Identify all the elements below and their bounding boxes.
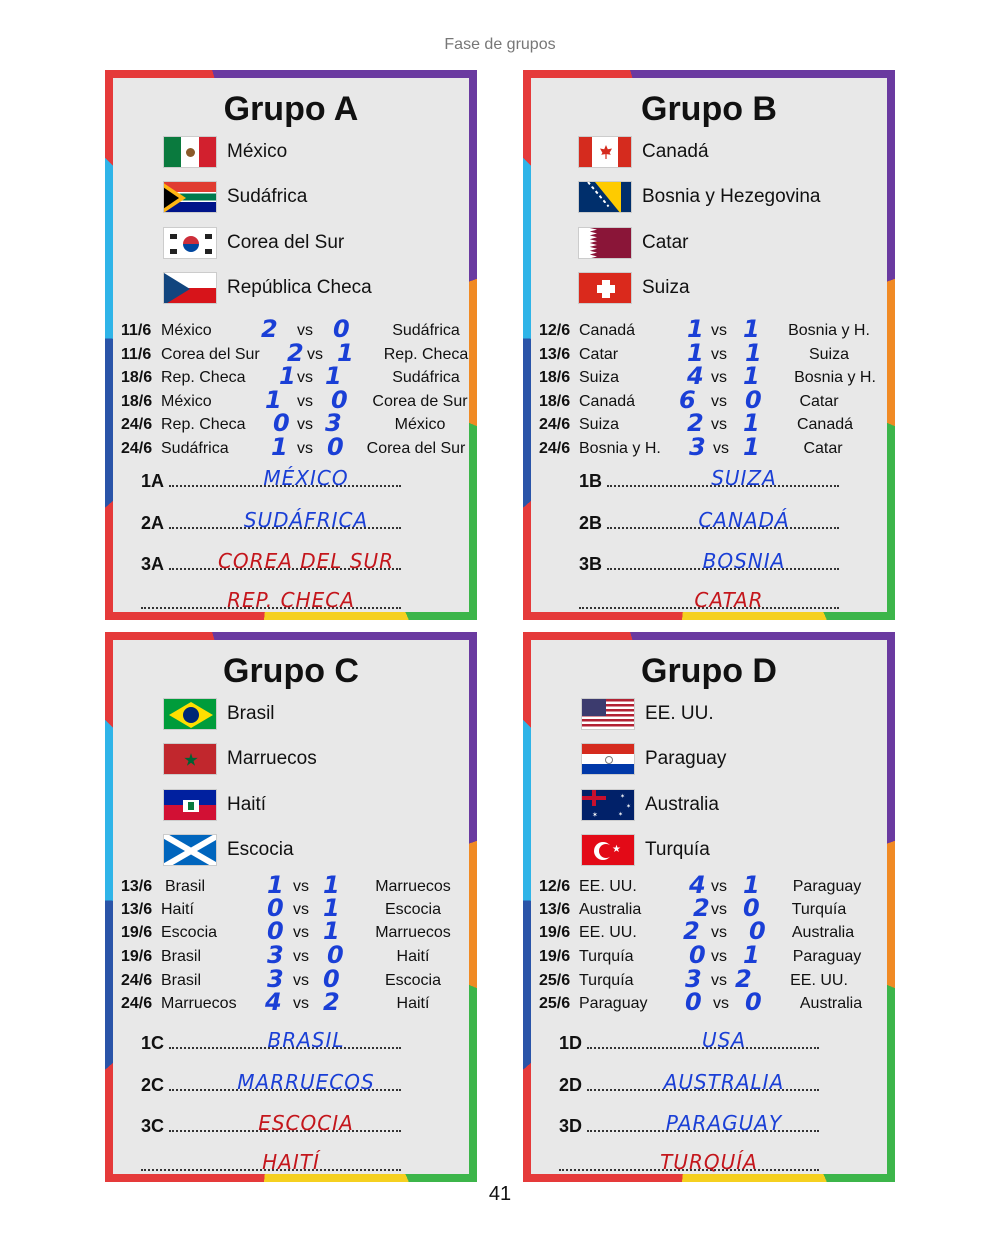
- home-team: Escocia: [161, 924, 218, 941]
- away-score: 1: [743, 362, 760, 390]
- team-row: [581, 696, 714, 732]
- match-row: [539, 941, 889, 971]
- paraguay-flag-icon: [581, 743, 635, 775]
- vs-label: vs: [711, 901, 727, 918]
- team-row: [163, 696, 275, 732]
- away-score: 0: [323, 965, 340, 993]
- team-name: EE. UU.: [645, 703, 714, 724]
- home-score: 0: [267, 894, 284, 922]
- team-row: [578, 225, 688, 261]
- match-row: [121, 965, 471, 995]
- away-team: México: [394, 416, 446, 433]
- group-title: Grupo B: [641, 90, 777, 128]
- away-team: Catar: [803, 440, 843, 457]
- team-row: [578, 179, 821, 215]
- mexico-flag-icon: [163, 136, 217, 168]
- away-score: 0: [327, 433, 344, 461]
- australia-flag-icon: ✶ ✶ ✶ ✶: [581, 789, 635, 821]
- vs-label: vs: [711, 393, 727, 410]
- away-team: Corea del Sur: [366, 440, 466, 457]
- home-team: Paraguay: [579, 995, 648, 1012]
- match-date: 19/6: [539, 924, 571, 941]
- home-score: 4: [689, 871, 706, 899]
- standing-value: SUDÁFRICA: [243, 508, 369, 532]
- home-score: 0: [689, 941, 706, 969]
- standing-value: ESCOCIA: [258, 1111, 354, 1135]
- match-date: 24/6: [121, 440, 153, 457]
- away-score: 0: [327, 941, 344, 969]
- home-score: 0: [267, 917, 284, 945]
- standing-label: 3A: [141, 554, 165, 574]
- home-score: 0: [685, 988, 702, 1016]
- standing-value: CANADÁ: [698, 508, 790, 532]
- home-score: 2: [287, 339, 304, 367]
- match-date: 25/6: [539, 995, 571, 1012]
- standing-row: [141, 584, 401, 614]
- away-team: Suiza: [808, 346, 850, 363]
- match-row: [539, 988, 889, 1018]
- vs-label: vs: [293, 972, 309, 989]
- home-team: Rep. Checa: [161, 369, 246, 386]
- home-score: 2: [687, 409, 704, 437]
- standing-row: [579, 504, 839, 534]
- standing-value: COREA DEL SUR: [217, 549, 395, 573]
- away-score: 0: [745, 386, 762, 414]
- home-team: Sudáfrica: [161, 440, 229, 457]
- away-team: Sudáfrica: [392, 369, 460, 386]
- vs-label: vs: [293, 948, 309, 965]
- team-row: [578, 270, 690, 306]
- standing-label: 1B: [579, 471, 603, 491]
- away-team: Turquía: [791, 901, 847, 918]
- team-row: [578, 134, 709, 170]
- match-date: 24/6: [121, 416, 153, 433]
- away-score: 1: [743, 315, 760, 343]
- match-row: [121, 433, 471, 463]
- standing-label: 1C: [141, 1033, 165, 1053]
- match-date: 13/6: [121, 878, 153, 895]
- vs-label: vs: [711, 416, 727, 433]
- standing-label: 3B: [579, 554, 603, 574]
- czech-republic-flag-icon: [163, 272, 217, 304]
- home-score: 1: [687, 315, 704, 343]
- away-team: Escocia: [384, 901, 442, 918]
- home-score: 0: [273, 409, 290, 437]
- standing-row: [141, 462, 401, 492]
- home-team: México: [161, 393, 212, 410]
- match-row: [539, 409, 889, 439]
- scotland-flag-icon: [163, 834, 217, 866]
- standing-value: TURQUÍA: [660, 1150, 758, 1174]
- home-score: 2: [693, 894, 710, 922]
- vs-label: vs: [711, 948, 727, 965]
- match-row: [121, 988, 471, 1018]
- team-name: República Checa: [227, 277, 372, 298]
- team-name: Suiza: [642, 277, 690, 298]
- team-name: Canadá: [642, 141, 709, 162]
- match-date: 24/6: [121, 972, 153, 989]
- away-score: 0: [333, 315, 350, 343]
- home-score: 4: [687, 362, 704, 390]
- home-score: 1: [279, 362, 296, 390]
- match-date: 12/6: [539, 322, 571, 339]
- team-name: Sudáfrica: [227, 186, 308, 207]
- away-team: Corea de Sur: [372, 393, 468, 410]
- standing-value: MARRUECOS: [237, 1070, 375, 1094]
- vs-label: vs: [293, 901, 309, 918]
- standing-row: [141, 1107, 401, 1137]
- match-row: [121, 917, 471, 947]
- match-row: [121, 386, 471, 416]
- team-row: [163, 179, 307, 215]
- switzerland-flag-icon: [578, 272, 632, 304]
- match-date: 18/6: [539, 369, 571, 386]
- match-row: [539, 871, 889, 901]
- standing-row: [579, 584, 839, 614]
- team-name: Turquía: [645, 839, 710, 860]
- away-team: Paraguay: [792, 878, 862, 895]
- away-score: 0: [749, 917, 766, 945]
- standing-value: CATAR: [694, 588, 764, 612]
- match-row: [121, 409, 471, 439]
- standing-row: [559, 1066, 819, 1096]
- vs-label: vs: [293, 878, 309, 895]
- team-row: [163, 225, 344, 261]
- away-team: Escocia: [384, 972, 442, 989]
- standing-label: 2B: [579, 513, 603, 533]
- match-date: 25/6: [539, 972, 571, 989]
- standing-label: 2A: [141, 513, 165, 533]
- home-team: México: [161, 322, 212, 339]
- team-row: [163, 787, 266, 823]
- match-date: 12/6: [539, 878, 571, 895]
- group-card-a: [105, 70, 477, 620]
- team-row: [163, 270, 372, 306]
- home-team: Canadá: [579, 322, 636, 339]
- south-africa-flag-icon: [163, 181, 217, 213]
- standing-value: MÉXICO: [263, 466, 349, 490]
- team-name: Catar: [642, 232, 689, 253]
- team-row: [163, 134, 287, 170]
- team-row: [163, 741, 317, 777]
- brazil-flag-icon: [163, 698, 217, 730]
- match-row: [539, 917, 889, 947]
- standing-row: [141, 1024, 401, 1054]
- home-score: 3: [267, 941, 284, 969]
- standing-value: BRASIL: [267, 1028, 345, 1052]
- standing-row: [141, 504, 401, 534]
- home-team: EE. UU.: [579, 878, 637, 895]
- vs-label: vs: [297, 369, 313, 386]
- away-team: Rep. Checa: [383, 346, 469, 363]
- match-row: [121, 362, 471, 392]
- home-score: 6: [679, 386, 696, 414]
- match-row: [539, 965, 889, 995]
- match-row: [539, 386, 889, 416]
- home-score: 1: [271, 433, 288, 461]
- away-score: 1: [323, 894, 340, 922]
- team-name: Corea del Sur: [227, 232, 345, 253]
- qatar-flag-icon: [578, 227, 632, 259]
- team-name: Bosnia y Hezegovina: [642, 186, 821, 207]
- away-team: Bosnia y H.: [794, 369, 876, 386]
- match-date: 19/6: [539, 948, 571, 965]
- home-score: 2: [261, 315, 278, 343]
- away-team: Haití: [396, 995, 430, 1012]
- home-score: 2: [683, 917, 700, 945]
- group-card-d: [523, 632, 895, 1182]
- match-date: 24/6: [539, 440, 571, 457]
- away-team: Bosnia y H.: [788, 322, 870, 339]
- group-title: Grupo A: [223, 90, 359, 128]
- standing-label: 1D: [559, 1033, 583, 1053]
- vs-label: vs: [711, 369, 727, 386]
- standing-value: HAITÍ: [262, 1150, 320, 1174]
- page-header: Fase de grupos: [444, 36, 556, 53]
- match-row: [539, 362, 889, 392]
- team-name: Brasil: [227, 703, 275, 724]
- canada-flag-icon: [578, 136, 632, 168]
- standing-label: 1A: [141, 471, 165, 491]
- home-team: Turquía: [579, 972, 634, 989]
- match-row: [121, 871, 471, 901]
- vs-label: vs: [711, 878, 727, 895]
- vs-label: vs: [713, 440, 729, 457]
- away-score: 1: [745, 339, 762, 367]
- vs-label: vs: [713, 995, 729, 1012]
- standing-label: 2C: [141, 1075, 165, 1095]
- match-date: 18/6: [121, 393, 153, 410]
- standing-row: [141, 1146, 401, 1176]
- home-score: 3: [685, 965, 702, 993]
- away-score: 0: [331, 386, 348, 414]
- team-name: Paraguay: [645, 748, 727, 769]
- away-team: Haití: [396, 948, 430, 965]
- group-card-b: [523, 70, 895, 620]
- standing-row: [141, 545, 401, 575]
- vs-label: vs: [297, 322, 313, 339]
- home-team: Brasil: [161, 948, 202, 965]
- match-row: [539, 433, 889, 463]
- standing-row: [579, 462, 839, 492]
- away-score: 1: [337, 339, 354, 367]
- turkey-flag-icon: ★: [581, 834, 635, 866]
- match-date: 11/6: [121, 346, 152, 363]
- home-team: Brasil: [165, 878, 206, 895]
- away-team: Sudáfrica: [392, 322, 460, 339]
- standing-label: 3C: [141, 1116, 165, 1136]
- usa-flag-icon: [581, 698, 635, 730]
- bosnia-flag-icon: [578, 181, 632, 213]
- match-row: [539, 315, 889, 345]
- vs-label: vs: [293, 995, 309, 1012]
- home-team: Suiza: [579, 416, 620, 433]
- team-name: Escocia: [227, 839, 294, 860]
- match-date: 24/6: [121, 995, 153, 1012]
- home-team: Canadá: [579, 393, 636, 410]
- standing-value: USA: [701, 1028, 746, 1052]
- match-date: 19/6: [121, 924, 153, 941]
- team-name: México: [227, 141, 288, 162]
- match-row: [539, 339, 889, 369]
- standing-value: PARAGUAY: [665, 1111, 783, 1135]
- team-row: [163, 832, 294, 868]
- team-name: Haití: [227, 794, 267, 815]
- vs-label: vs: [297, 393, 313, 410]
- home-score: 3: [689, 433, 706, 461]
- away-team: EE. UU.: [790, 972, 848, 989]
- match-date: 24/6: [539, 416, 571, 433]
- standing-label: 2D: [559, 1075, 583, 1095]
- vs-label: vs: [711, 972, 727, 989]
- away-score: 1: [743, 409, 760, 437]
- home-team: Catar: [579, 346, 619, 363]
- home-score: 1: [265, 386, 282, 414]
- team-name: Australia: [645, 794, 719, 815]
- away-score: 1: [323, 871, 340, 899]
- home-team: Australia: [579, 901, 642, 918]
- match-date: 13/6: [121, 901, 153, 918]
- group-card-c: [105, 632, 477, 1182]
- team-row: [581, 832, 710, 868]
- vs-label: vs: [711, 346, 727, 363]
- away-team: Australia: [791, 924, 855, 941]
- vs-label: vs: [297, 440, 313, 457]
- match-date: 18/6: [539, 393, 571, 410]
- team-row: [581, 787, 719, 823]
- match-date: 13/6: [539, 346, 571, 363]
- home-team: EE. UU.: [579, 924, 637, 941]
- team-row: [581, 741, 726, 777]
- home-score: 3: [267, 965, 284, 993]
- home-score: 1: [687, 339, 704, 367]
- match-date: 19/6: [121, 948, 153, 965]
- morocco-flag-icon: [163, 743, 217, 775]
- home-team: Marruecos: [161, 995, 237, 1012]
- group-title: Grupo D: [641, 652, 777, 690]
- haiti-flag-icon: [163, 789, 217, 821]
- standing-row: [141, 1066, 401, 1096]
- standing-row: [579, 545, 839, 575]
- vs-label: vs: [307, 346, 323, 363]
- match-date: 18/6: [121, 369, 153, 386]
- match-row: [121, 339, 471, 369]
- away-team: Marruecos: [375, 924, 451, 941]
- home-team: Bosnia y H.: [579, 440, 661, 457]
- standing-label: 3D: [559, 1116, 583, 1136]
- standing-row: [559, 1024, 819, 1054]
- away-score: 1: [325, 362, 342, 390]
- away-score: 1: [743, 871, 760, 899]
- away-score: 1: [743, 941, 760, 969]
- group-title: Grupo C: [223, 652, 359, 690]
- vs-label: vs: [711, 322, 727, 339]
- home-team: Brasil: [161, 972, 202, 989]
- match-row: [121, 894, 471, 924]
- home-team: Haití: [161, 901, 194, 918]
- away-team: Canadá: [796, 416, 854, 433]
- match-date: 11/6: [121, 322, 152, 339]
- vs-label: vs: [297, 416, 313, 433]
- home-team: Corea del Sur: [161, 346, 260, 363]
- away-team: Catar: [799, 393, 839, 410]
- team-name: Marruecos: [227, 748, 317, 769]
- standing-row: [559, 1146, 819, 1176]
- away-score: 1: [323, 917, 340, 945]
- standing-value: AUSTRALIA: [663, 1070, 785, 1094]
- standing-value: REP. CHECA: [227, 588, 355, 612]
- home-score: 1: [267, 871, 284, 899]
- away-score: 0: [745, 988, 762, 1016]
- home-score: 4: [265, 988, 282, 1016]
- standing-value: SUIZA: [711, 466, 777, 490]
- home-team: Rep. Checa: [161, 416, 246, 433]
- away-team: Australia: [799, 995, 863, 1012]
- away-score: 2: [735, 965, 752, 993]
- vs-label: vs: [711, 924, 727, 941]
- standing-row: [559, 1107, 819, 1137]
- away-score: 0: [743, 894, 760, 922]
- page-number: 41: [488, 1183, 512, 1205]
- home-team: Suiza: [579, 369, 620, 386]
- away-score: 1: [743, 433, 760, 461]
- away-score: 3: [325, 409, 342, 437]
- home-team: Turquía: [579, 948, 634, 965]
- south-korea-flag-icon: [163, 227, 217, 259]
- away-team: Paraguay: [792, 948, 862, 965]
- standing-value: BOSNIA: [702, 549, 786, 573]
- match-row: [121, 941, 471, 971]
- match-row: [539, 894, 889, 924]
- vs-label: vs: [293, 924, 309, 941]
- away-score: 2: [323, 988, 340, 1016]
- away-team: Marruecos: [375, 878, 451, 895]
- match-date: 13/6: [539, 901, 571, 918]
